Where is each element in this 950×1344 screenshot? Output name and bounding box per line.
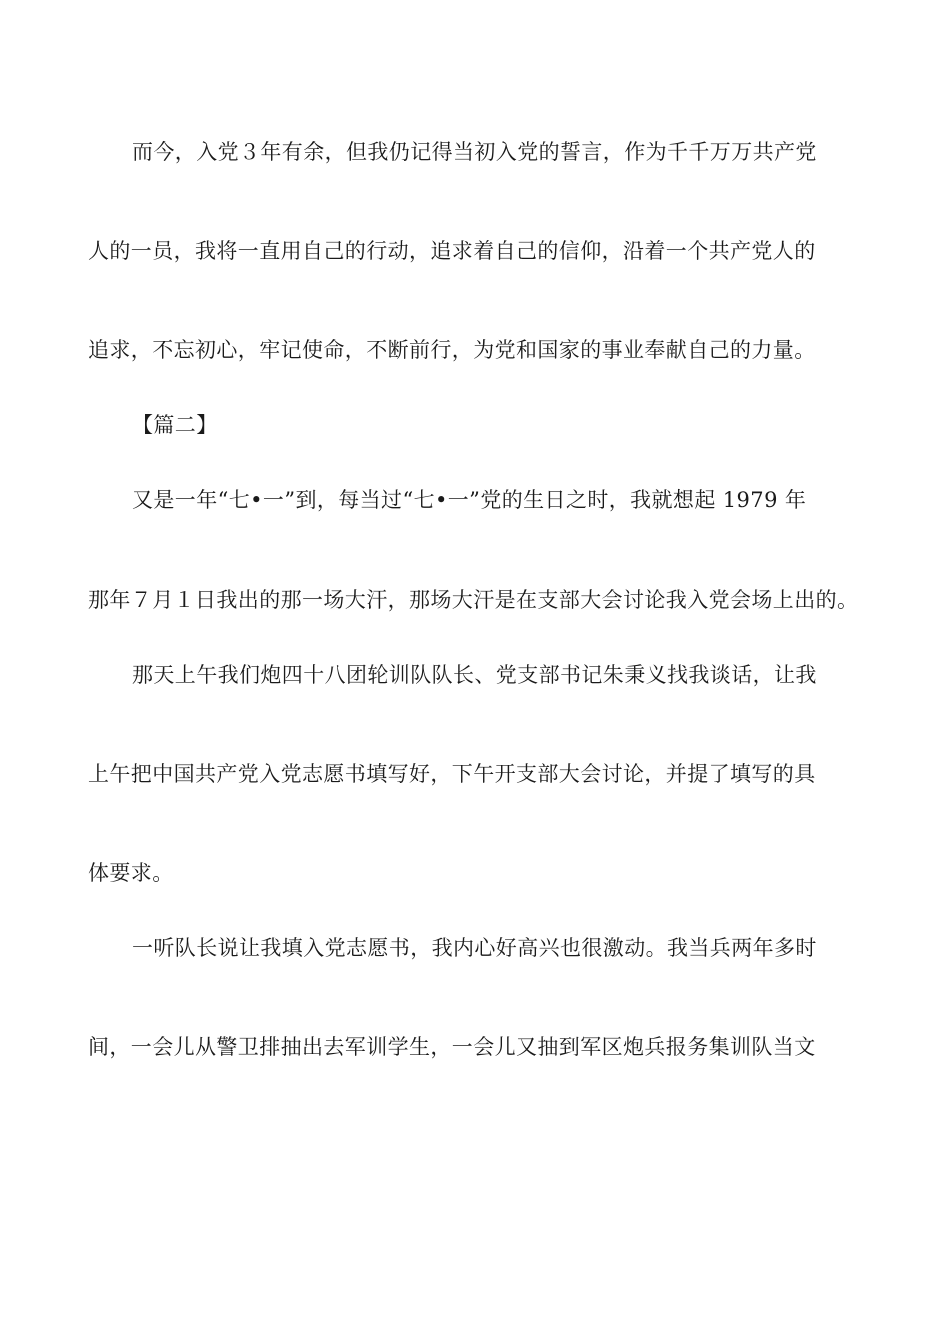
paragraph-line: 追求，不忘初心，牢记使命，不断前行，为党和国家的事业奉献自己的力量。 <box>88 338 816 362</box>
section-heading: 【篇二】 <box>132 413 218 437</box>
paragraph-line: 间，一会儿从警卫排抽出去军训学生，一会儿又抽到军区炮兵报务集训队当文 <box>88 1035 816 1059</box>
paragraph-line: 而今，入党３年有余，但我仍记得当初入党的誓言，作为千千万万共产党 <box>132 140 817 164</box>
paragraph-line: 又是一年“七•一”到，每当过“七•一”党的生日之时，我就想起 1979 年 <box>132 488 807 512</box>
paragraph-line: 上午把中国共产党入党志愿书填写好，下午开支部大会讨论，并提了填写的具 <box>88 762 816 786</box>
paragraph-line: 体要求。 <box>88 861 174 885</box>
paragraph-line: 人的一员，我将一直用自己的行动，追求着自己的信仰，沿着一个共产党人的 <box>88 239 816 263</box>
paragraph-line: 那天上午我们炮四十八团轮训队队长、党支部书记朱秉义找我谈话，让我 <box>132 663 817 687</box>
paragraph-line: 一听队长说让我填入党志愿书，我内心好高兴也很激动。我当兵两年多时 <box>132 936 817 960</box>
paragraph-line: 那年７月１日我出的那一场大汗，那场大汗是在支部大会讨论我入党会场上出的。 <box>88 588 859 612</box>
